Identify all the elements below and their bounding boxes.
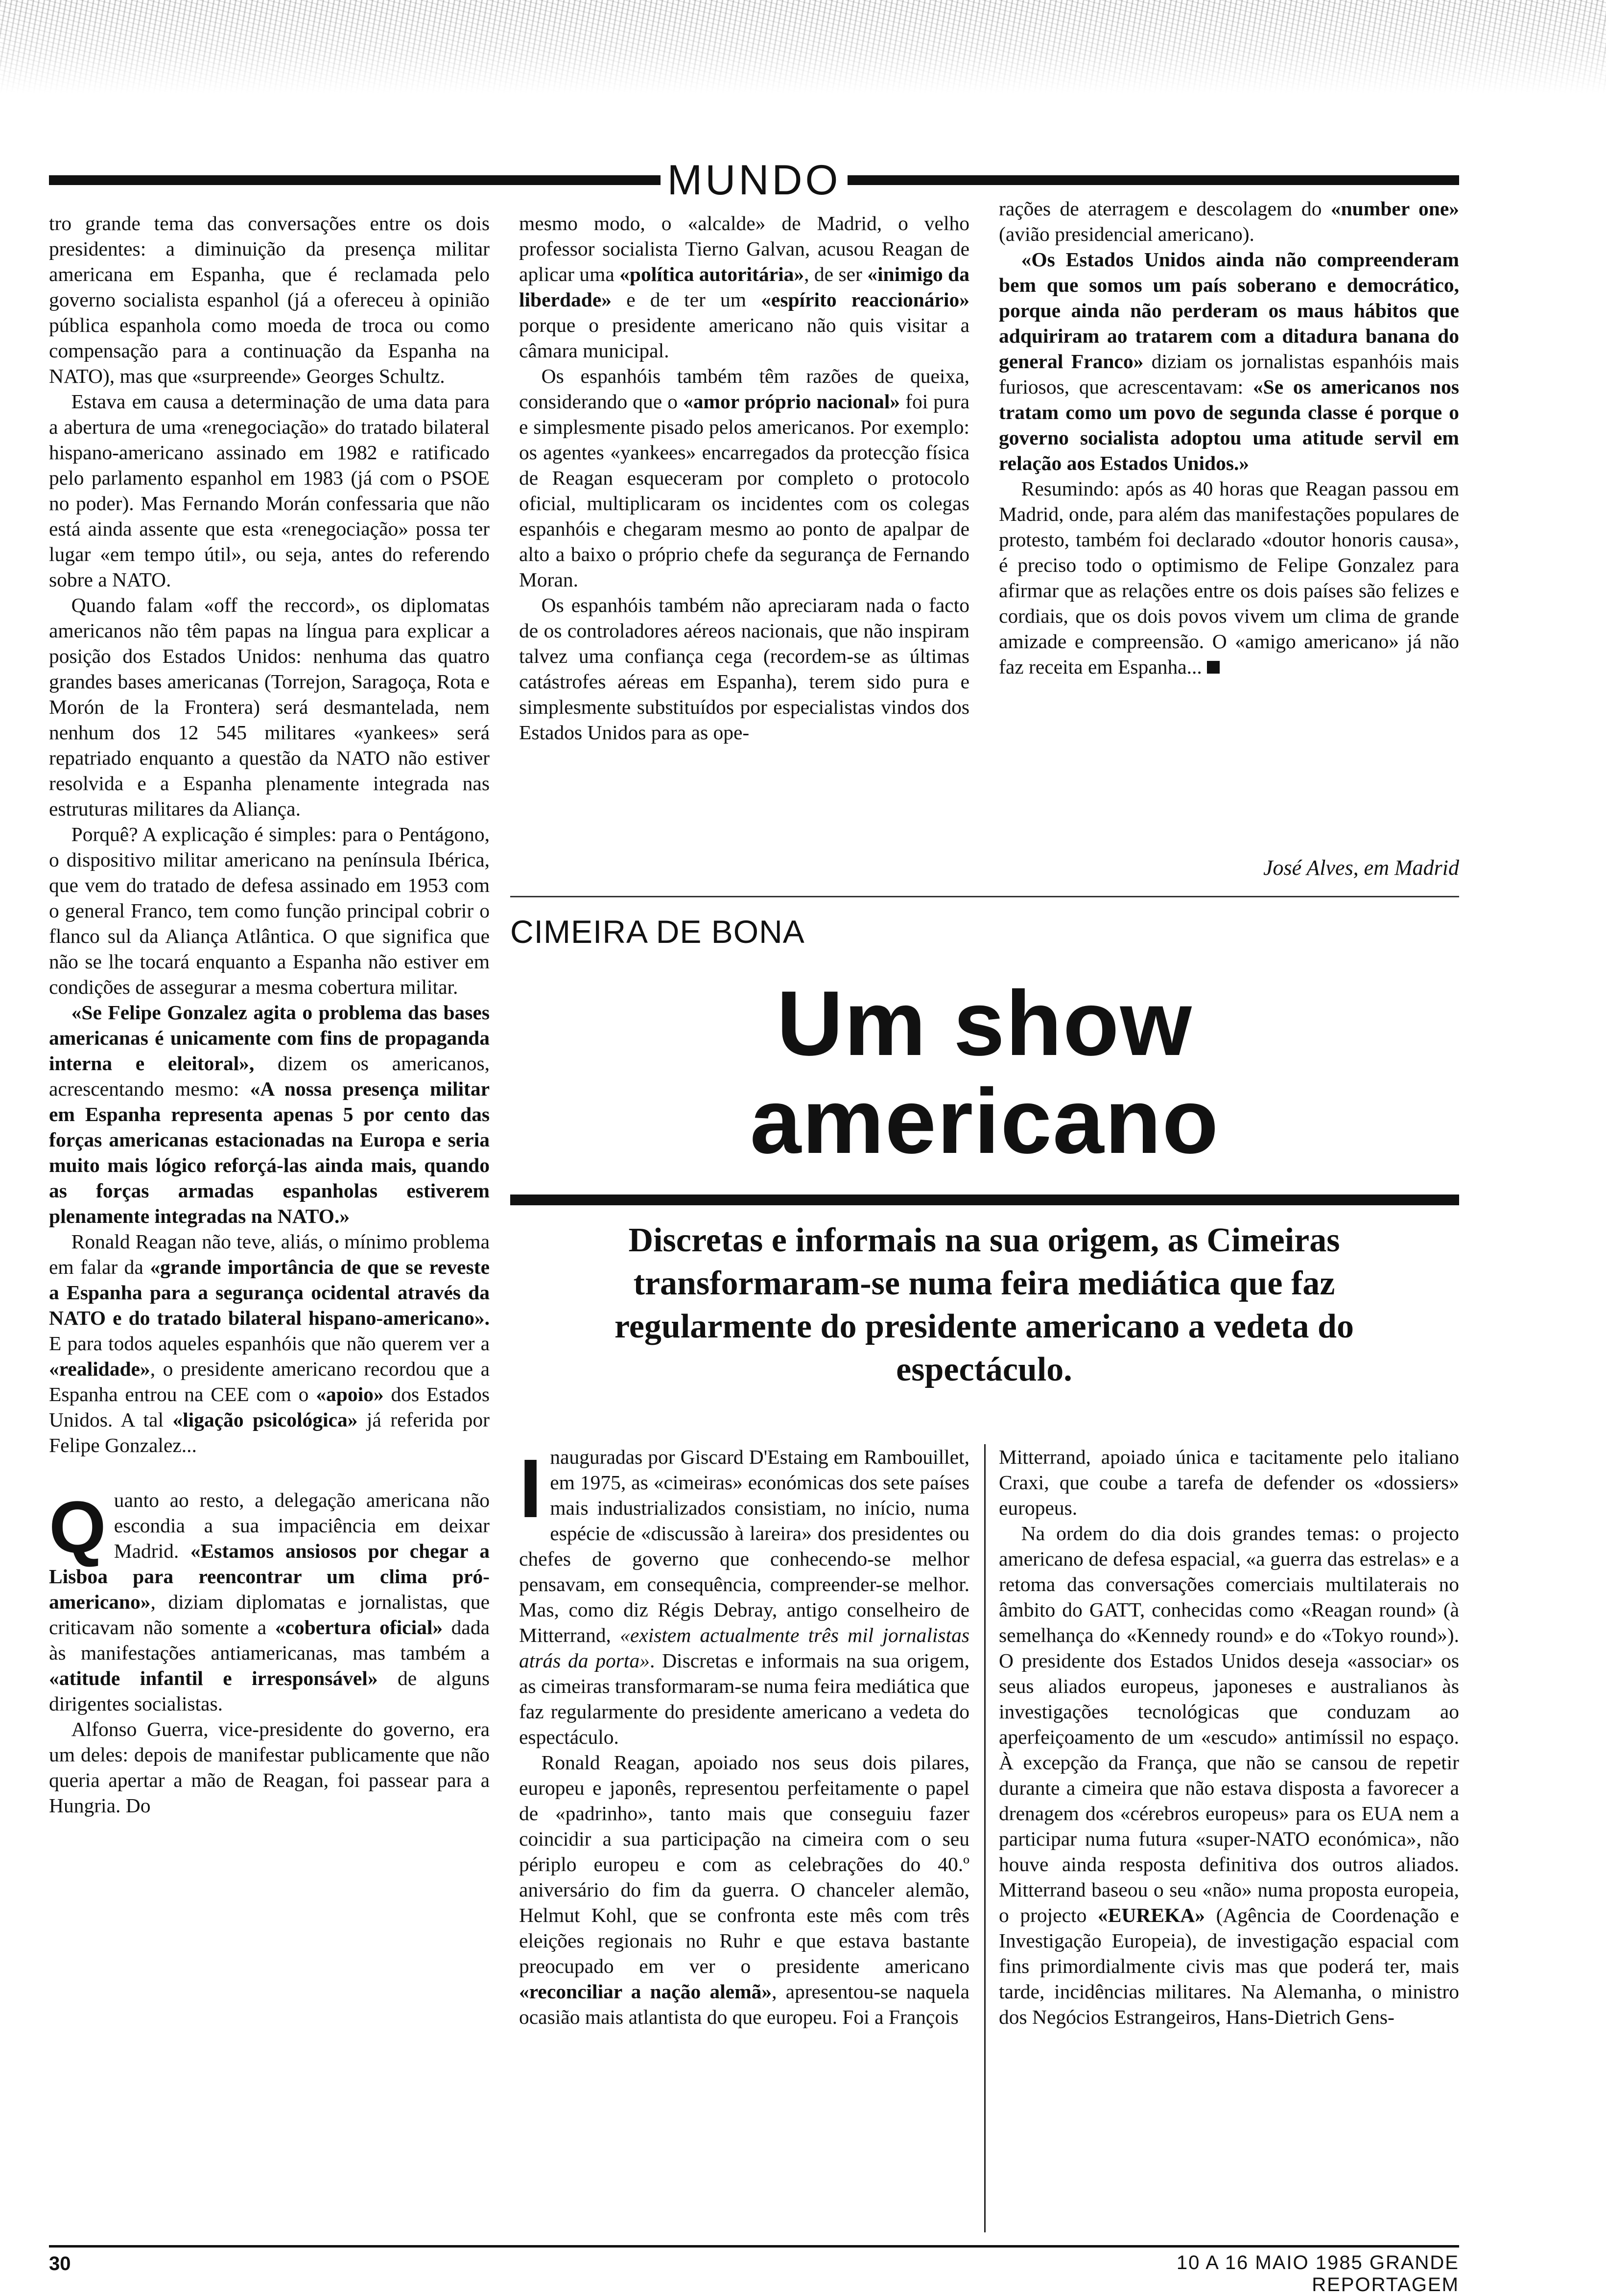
bold-quote: «apoio» xyxy=(316,1383,384,1406)
text-span: Ronald Reagan, apoiado nos seus dois pilares, europeu e japonês, representou perfeitamente o papel de «padrinho», tanto mais que conseguiu fazer coincidir a sua participação na cimeira com o seu périplo europeu e com as celebrações do 40.º aniversário do fim da guerra. O chanceler alemão, Helmut Kohl, que se confronta este mês com três eleições regionais no Ruhr e que estava bastante preocupado em ver o presidente americano xyxy=(519,1751,969,1977)
text-span: , apresentou-se naquela ocasião mais atlantista do que europeu. Foi a François xyxy=(519,1980,969,2028)
text-span: foi pura e simplesmente pisado pelos americanos. Por exemplo: os agentes «yankees» encarregados da protecção física de Reagan esqueceram por completo o protocolo oficial, multiplicaram os incidentes com os colegas espanhóis e chegaram mesmo ao ponto de apalpar de alto a baixo o próprio chefe da segurança de Fernando Moran. xyxy=(519,390,969,591)
italic-quote: «existem actualmente três mil jornalistas atrás da porta» xyxy=(519,1624,969,1672)
bold-quote: «inimigo da liberdade» xyxy=(519,263,969,311)
section-title: MUNDO xyxy=(667,156,841,204)
headline-rule xyxy=(510,1195,1459,1205)
paragraph xyxy=(49,1229,490,1458)
bold-quote: «política autoritária» xyxy=(619,263,804,285)
paragraph xyxy=(999,196,1459,247)
text-span: e de ter um xyxy=(612,288,761,311)
text-span: diziam os jornalistas espanhóis mais furiosos, que acrescentavam: xyxy=(999,350,1459,398)
article-kicker: CIMEIRA DE BONA xyxy=(510,914,805,950)
paragraph: Estava em causa a determinação de uma data para a abertura de uma «renegociação» do tratado bilateral hispano-americano assinado em 1982 e ratificado pelo parlamento espanhol em 1983 (já com o PSOE no poder). Mas Fernando Morán confessaria que não está ainda assente que esta «renegociação» possa ter lugar «em tempo útil», ou seja, antes do referendo sobre a NATO. xyxy=(49,390,490,591)
text-span: , diziam diplomatas e jornalistas, que criticavam não somente a xyxy=(49,1591,490,1639)
bold-quote: «amor próprio nacional» xyxy=(683,390,900,413)
column-rule xyxy=(984,1444,986,2232)
paragraph xyxy=(519,1444,969,1750)
text-span: Resumindo: após as 40 horas que Reagan passou em Madrid, onde, para além das manifestações populares de protesto, também foi declarado «doutor honoris causa», é preciso todo o optimismo de Felipe Gonzalez para afirmar que as relações entre os dois países são felizes e cordiais, que os dois povos vivem um clima de grande amizade e compreensão. O «amigo americano» já não faz receita em Espanha... xyxy=(999,477,1459,678)
paragraph: Alfonso Guerra, vice-presidente do governo, era um deles: depois de manifestar publicamente que não queria apertar a mão de Reagan, foi passear para a Hungria. Do xyxy=(49,1718,490,1817)
paragraph xyxy=(49,1000,490,1229)
text-span: , de ser xyxy=(804,263,868,285)
paragraph xyxy=(519,363,969,592)
article2-column-2 xyxy=(999,1444,1459,2232)
paragraph: Quando falam «off the reccord», os diplomatas americanos não têm papas na língua para explicar a posição dos Estados Unidos: nenhuma das quatro grandes bases americanas (Torrejon, Saragoça, Rota e Morón de la Frontera) será desmantelada, nem nenhum dos 12 545 militares «yankees» será repatriado enquanto a questão da NATO não estiver resolvida e a Espanha plenamente integrada nas estruturas militares da Aliança. xyxy=(49,594,490,820)
scan-noise xyxy=(0,0,1606,93)
paragraph xyxy=(999,1521,1459,2030)
bold-quote: «ligação psicológica» xyxy=(172,1408,358,1431)
headline-line: Um show xyxy=(777,972,1193,1075)
bold-quote: «realidade» xyxy=(49,1358,150,1380)
text-span: nauguradas por Giscard D'Estaing em Rambouillet, em 1975, as «cimeiras» económicas dos sete países mais industrializados consistiam, no início, numa espécie de «discussão à lareira» dos presidentes ou chefes de governo que conhecendo-se melhor pensavam, em consequência, compreender-se melhor. Mas, como diz Régis Debray, antigo conselheiro de Mitterrand, xyxy=(519,1446,969,1646)
article1-column-1 xyxy=(49,211,490,2232)
text-span: Na ordem do dia dois grandes temas: o projecto americano de defesa espacial, «a guerra das estrelas» e a retoma das conversações comerciais multilaterais no âmbito do GATT, conhecidas como «Reagan round» (à semelhança do «Kennedy round» e do «Tokyo round»). O presidente dos Estados Unidos deseja «associar» os seus aliados europeus, japoneses e australianos às investigações tecnológicas que conduzam ao aperfeiçoamento de um «escudo» antimíssil no espaço. À excepção da França, que não se cansou de repetir durante a cimeira que não estava disposta a favorecer a drenagem dos «cérebros europeus» para os EUA nem a participar numa futura «super-NATO económica», não houve ainda resposta definitiva dos outros aliados. Mitterrand baseou o seu «não» numa proposta europeia, o projecto xyxy=(999,1522,1459,1926)
text-span: uanto ao resto, a delegação americana não escondia a sua impaciência em deixar Madrid. xyxy=(114,1489,490,1562)
text-span: Ronald Reagan não teve, aliás, o mínimo problema em falar da xyxy=(49,1230,490,1278)
header-rule-right xyxy=(848,175,1459,185)
paragraph xyxy=(999,247,1459,476)
bold-quote: «atitude infantil e irresponsável» xyxy=(49,1667,378,1689)
text-span: dada às manifestações antiamericanas, mas também a xyxy=(49,1616,490,1664)
paragraph xyxy=(519,211,969,363)
bold-quote: «A nossa presença militar em Espanha representa apenas 5 por cento das forças americanas estacionadas na Europa e seria muito mais lógico reforçá-las ainda mais, quando as forças armadas espanholas estiverem plenamente integradas na NATO.» xyxy=(49,1078,490,1227)
article1-column-2 xyxy=(519,211,969,871)
text-span: mesmo modo, o «alcalde» de Madrid, o velho professor socialista Tierno Galvan, acusou Reagan de aplicar uma xyxy=(519,212,969,285)
paragraph: Porquê? A explicação é simples: para o Pentágono, o dispositivo militar americano na península Ibérica, que vem do tratado de defesa assinado em 1953 com o general Franco, tem como função principal cobrir o flanco sul da Aliança Atlântica. O que significa que não se lhe tocará enquanto a Espanha não estiver em condições de assegurar a mesma cobertura militar. xyxy=(49,823,490,998)
bold-quote: «Se Felipe Gonzalez agita o problema das bases americanas é unicamente com fins de propaganda interna e eleitoral», xyxy=(49,1001,490,1075)
text-span: (Agência de Coordenação e Investigação Europeia), de investigação espacial com fins primordialmente civis mas que poderá ter, mais tarde, incidências militares. Na Alemanha, o ministro dos Negócios Estrangeiros, Hans-Dietrich Gens- xyxy=(999,1904,1459,2028)
article1-column-3 xyxy=(999,196,1459,852)
headline-line: americano xyxy=(750,1070,1220,1172)
text-span: . Discretas e informais na sua origem, as cimeiras transformaram-se numa feira mediática que faz regularmente do presidente americano a vedeta do espectáculo. xyxy=(519,1649,969,1748)
footer-issue-info: 10 A 16 MAIO 1985 GRANDE REPORTAGEM xyxy=(1176,2252,1459,2296)
bold-quote: «Se os americanos nos tratam como um povo de segunda classe é porque o governo socialista adoptou uma atitude servil em relação aos Estados Unidos.» xyxy=(999,375,1459,474)
bold-quote: «grande importância de que se reveste a Espanha para a segurança ocidental através da NATO e do tratado bilateral hispano-americano». xyxy=(49,1256,490,1329)
text-span: rações de aterragem e descolagem do xyxy=(999,197,1331,220)
article-divider xyxy=(510,896,1459,897)
text-span: de alguns dirigentes socialistas. xyxy=(49,1667,490,1715)
text-span: , o presidente americano recordou que a Espanha entrou na CEE com o xyxy=(49,1358,490,1406)
text-span: E para todos aqueles espanhóis que não querem ver a xyxy=(49,1332,490,1355)
bold-quote: «number one» xyxy=(1330,197,1459,220)
text-span: dos Estados Unidos. A tal xyxy=(49,1383,490,1431)
bold-quote: «reconciliar a nação alemã» xyxy=(519,1980,772,2003)
bold-quote: «EUREKA» xyxy=(1097,1904,1205,1926)
footer-rule xyxy=(49,2245,1459,2248)
paragraph: Mitterrand, apoiado única e tacitamente pelo italiano Craxi, que coube a tarefa de defender os «dossiers» europeus. xyxy=(999,1446,1459,1519)
paragraph xyxy=(49,1487,490,1716)
drop-cap: I xyxy=(519,1444,543,1535)
text-span: já referida por Felipe Gonzalez... xyxy=(49,1408,490,1456)
text-span: porque o presidente americano não quis visitar a câmara municipal. xyxy=(519,314,969,362)
text-span: (avião presidencial americano). xyxy=(999,223,1254,245)
article-deck: Discretas e informais na sua origem, as Cimeiras transformaram-se numa feira mediática que faz regularmente do presidente americano a vedeta do espectáculo. xyxy=(614,1221,1354,1388)
article2-column-1 xyxy=(519,1444,969,2232)
end-of-article-mark xyxy=(1207,661,1220,674)
paragraph: Os espanhóis também não apreciaram nada o facto de os controladores aéreos nacionais, que não inspiram talvez uma confiança cega (recordem-se as últimas catástrofes aéreas em Espanha), terem sido pura e simplesmente substituídos por especialistas vindos dos Estados Unidos para as ope- xyxy=(519,594,969,744)
text-span: dizem os americanos, acrescentando mesmo: xyxy=(49,1052,490,1100)
bold-quote: «espírito reaccionário» xyxy=(761,288,969,311)
bold-quote: «cobertura oficial» xyxy=(275,1616,443,1639)
header-rule-left xyxy=(49,175,661,185)
article-headline xyxy=(510,974,1459,1170)
bold-quote: «Os Estados Unidos ainda não compreenderam bem que somos um país soberano e democrático, porque ainda não perderam os maus hábitos que adquiriram ao tratarem com a ditadura banana do general Franco» xyxy=(999,248,1459,373)
text-span: Os espanhóis também têm razões de queixa, considerando que o xyxy=(519,365,969,413)
paragraph xyxy=(999,476,1459,679)
paragraph: tro grande tema das conversações entre os dois presidentes: a diminuição da presença militar americana em Espanha, que é reclamada pelo governo socialista espanhol (já a ofereceu à opinião pública espanhola como moeda de troca ou como compensação para a continuação da Espanha na NATO), mas que «surpreende» Georges Schultz. xyxy=(49,212,490,387)
bold-quote: «Estamos ansiosos por chegar a Lisboa para reencontrar um clima pró-americano» xyxy=(49,1540,490,1613)
page-number: 30 xyxy=(49,2253,71,2274)
paragraph xyxy=(519,1750,969,2030)
drop-cap: Q xyxy=(49,1486,106,1568)
byline: José Alves, em Madrid xyxy=(1263,856,1459,880)
